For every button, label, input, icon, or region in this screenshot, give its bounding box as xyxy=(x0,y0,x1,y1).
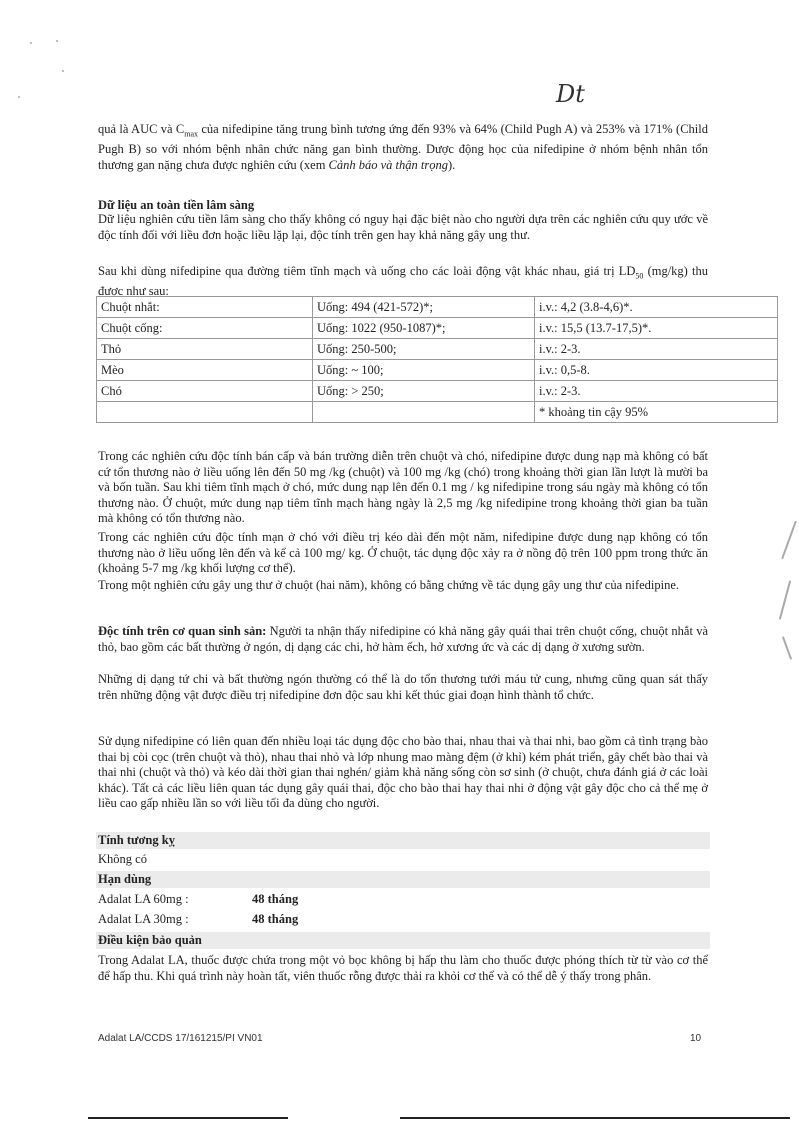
iv-cell: i.v.: 0,5-8. xyxy=(535,360,778,381)
confidence-footnote: * khoảng tin cậy 95% xyxy=(535,402,778,423)
ld50-table xyxy=(96,296,778,423)
table-row xyxy=(97,339,778,360)
iv-cell: i.v.: 15,5 (13.7-17,5)*. xyxy=(535,318,778,339)
oral-cell: Uống: ~ 100; xyxy=(313,360,535,381)
scan-edge-mark xyxy=(782,636,792,659)
handwritten-initials: Dt xyxy=(556,80,585,108)
iv-cell: i.v.: 2-3. xyxy=(535,339,778,360)
scan-speck xyxy=(62,70,64,72)
scan-edge-line xyxy=(400,1117,790,1119)
species-cell: Chuột cống: xyxy=(97,318,313,339)
page-number: 10 xyxy=(690,1033,702,1044)
preclinical-paragraph: Dữ liệu nghiên cứu tiền lâm sàng cho thấy không có nguy hại đặc biệt nào cho người dựa trên các nghiên cứu quy ước về độc tính đối với liều đơn hoặc liều lặp lại, độc tính trên gen hay khả năng gây ung thư. xyxy=(98,212,708,242)
heading-band xyxy=(96,871,710,888)
scan-speck xyxy=(30,42,32,44)
document-code: Adalat LA/CCDS 17/161215/PI VN01 xyxy=(98,1033,263,1044)
compatibility-heading: Tính tương kỵ xyxy=(98,833,175,847)
table-row xyxy=(97,360,778,381)
carcinogenicity-paragraph: Trong một nghiên cứu gây ung thư ở chuột (hai năm), không có bằng chứng về tác dụng gây ung thư của nifedipine. xyxy=(98,578,680,592)
shelf-life-product: Adalat LA 60mg : xyxy=(98,892,189,906)
table-row xyxy=(97,297,778,318)
compatibility-text: Không có xyxy=(98,852,147,866)
oral-cell: Uống: > 250; xyxy=(313,381,535,402)
scan-edge-mark xyxy=(779,580,791,619)
heading-band xyxy=(96,832,710,849)
species-cell: Thỏ xyxy=(97,339,313,360)
table-row xyxy=(97,318,778,339)
iv-cell: i.v.: 4,2 (3.8-4,6)*. xyxy=(535,297,778,318)
scan-edge-line xyxy=(88,1117,288,1119)
shelf-life-value: 48 tháng xyxy=(252,912,299,926)
species-cell: Chuột nhắt: xyxy=(97,297,313,318)
limb-malformation-paragraph: Những dị dạng tứ chi và bất thường ngón thường có thể là do tổn thương tưới máu tử cung, nhưng cũng quan sát thấy trên những động vật được điều trị nifedipine đơn độc sau khi kết thúc giai đoạn hình thành tổ chức. xyxy=(98,672,708,702)
chronic-toxicity-paragraph: Trong các nghiên cứu độc tính mạn ở chó với điều trị kéo dài đến một năm, nifedipine được dung nạp không có tổn thương nào ở liều uống lên đến và kể cả 100 mg/ kg. Ở chuột, tác dụng độc xảy ra ở nồng độ trên 100 ppm trong thức ăn (khoảng 5-7 mg /kg khối lượng cơ thể). xyxy=(98,530,708,575)
hepatic-impairment-paragraph: quả là AUC và $C_{max}$ của nifedipine tăng trung bình tương ứng đến 93% và 64% (Child Pugh A) và 253% và 171% (Child Pugh B) so với nhóm bệnh nhân chức năng gan bình thường. Dược động học của nifedipine ở nhóm bệnh nhân tổn thương gan nặng chưa được nghiên cứu (xem Cảnh báo và thận trọng). xyxy=(98,122,708,172)
shelf-life-value: 48 tháng xyxy=(252,892,299,906)
iv-cell: i.v.: 2-3. xyxy=(535,381,778,402)
fetotoxicity-paragraph: Sử dụng nifedipine có liên quan đến nhiều loại tác dụng độc cho bào thai, nhau thai và thai nhi, bao gồm cả tình trạng bào thai bị còi cọc (trên chuột và thỏ), nhau thai nhỏ và lớp nhung mao màng đệm (ở khỉ) kém phát triển, gây chết bào thai và thai nhi (chuột và thỏ) và kéo dài thời gian thai nghén/ giảm khả năng sống còn sơ sinh (ở chuột, chưa đánh giá ở các loài khác). Tất cả các liều liên quan tác dụng gây quái thai, độc cho bào thai hay thai nhi ở động vật gây độc cho cả thể mẹ ở liều cao gấp nhiều lần so với liều tối đa dùng cho người. xyxy=(98,734,708,810)
table-row xyxy=(97,402,778,423)
oral-cell: Uống: 1022 (950-1087)*; xyxy=(313,318,535,339)
oral-cell: Uống: 494 (421-572)*; xyxy=(313,297,535,318)
shelf-life-heading: Hạn dùng xyxy=(98,872,152,886)
scan-edge-mark xyxy=(781,521,797,559)
scan-speck xyxy=(56,40,58,42)
species-cell: Chó xyxy=(97,381,313,402)
ld50-intro-paragraph: Sau khi dùng nifedipine qua đường tiêm tĩnh mạch và uống cho các loài động vật khác nhau, giá trị $LD_{50}$ (mg/kg) thu được như sau: xyxy=(98,264,708,298)
reproductive-toxicity-paragraph: Độc tính trên cơ quan sinh sản: Người ta nhận thấy nifedipine có khả năng gây quái thai trên chuột cống, chuột nhắt và thỏ, bao gồm các bất thường ở ngón, dị dạng các chi, hở hàm ếch, hở xương ức và các dị dạng ở xương sườn. xyxy=(98,624,709,654)
species-cell: Mèo xyxy=(97,360,313,381)
shelf-life-product: Adalat LA 30mg : xyxy=(98,912,189,926)
storage-paragraph: Trong Adalat LA, thuốc được chứa trong một vỏ bọc không bị hấp thu làm cho thuốc được phóng thích từ từ vào cơ thể để hấp thu. Khi quá trình này hoàn tất, viên thuốc rỗng được thải ra khỏi cơ thể và có thể dễ ý thấy trong phân. xyxy=(98,953,708,983)
oral-cell: Uống: 250-500; xyxy=(313,339,535,360)
table-row xyxy=(97,381,778,402)
preclinical-heading: Dữ liệu an toàn tiền lâm sàng xyxy=(98,198,255,212)
subchronic-toxicity-paragraph: Trong các nghiên cứu độc tính bán cấp và bán trường diễn trên chuột và chó, nifedipine được dung nạp mà không có bất cứ tổn thương nào ở liều uống lên đến 50 mg /kg (chuột) và 100 mg /kg (chó) trong khoảng thời gian lần lượt là mười ba và bốn tuần. Sau khi tiêm tĩnh mạch ở chó, mức dung nạp lên đến 0.1 mg / kg nifedipine trong sáu ngày mà không có tổn thương nào. Ở chuột, mức dung nạp tiêm tĩnh mạch hàng ngày là 2,5 mg /kg nifedipine trong khoảng thời gian ba tuần mà không có tổn thương nào. xyxy=(98,449,708,525)
storage-heading: Điều kiện bảo quản xyxy=(98,933,202,947)
scan-speck xyxy=(18,96,20,98)
